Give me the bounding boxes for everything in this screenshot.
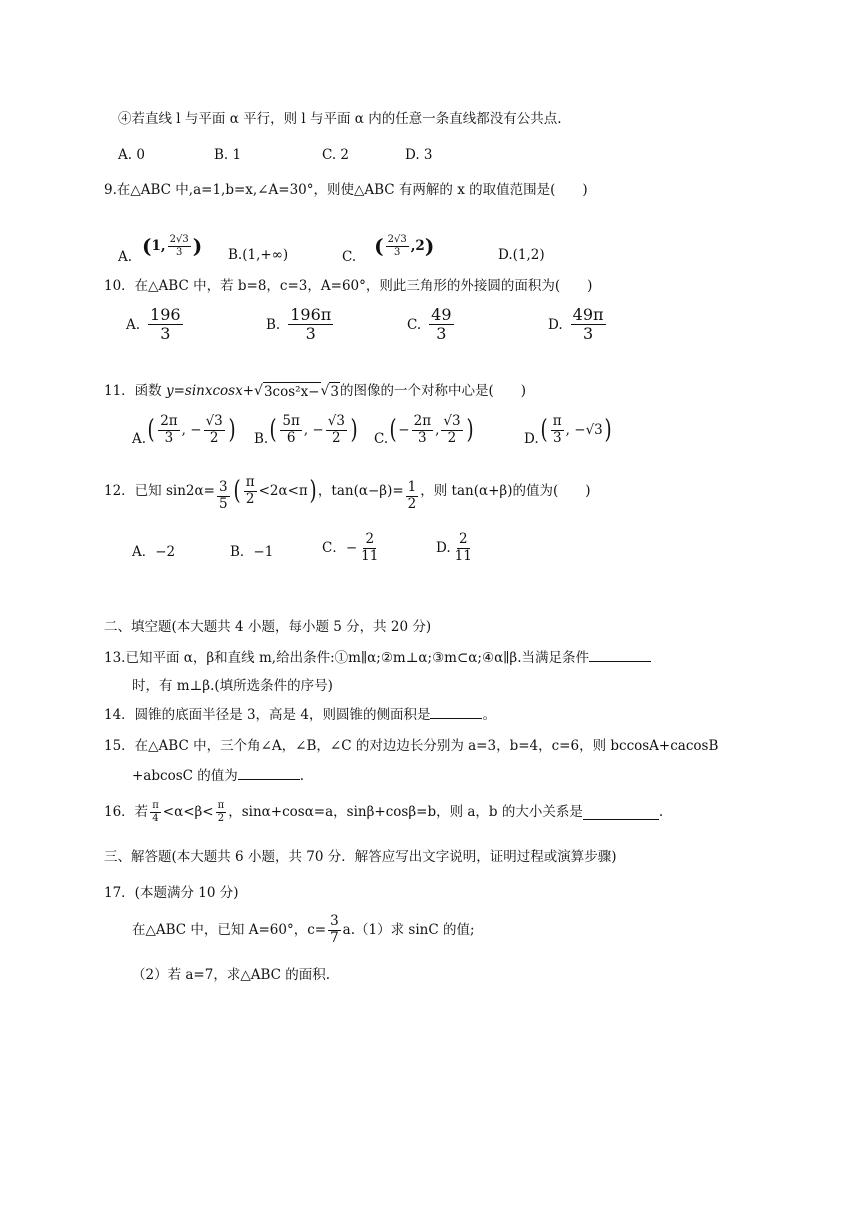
q13-line1 — [104, 649, 651, 667]
bracket: ( $\frac{\pi}{3}$ , −√3 ) — [540, 412, 612, 446]
q10-a-frac — [148, 306, 183, 344]
option-label: D. — [436, 540, 451, 557]
q16-frac2 — [216, 800, 227, 824]
q9-a-frac — [168, 234, 191, 258]
frac2 — [441, 414, 462, 446]
q9-a-left: 1, — [151, 238, 166, 254]
q13-blank — [589, 661, 651, 662]
numerator: 5π — [282, 412, 300, 429]
denominator: 6 — [286, 429, 296, 446]
q12-option-c — [322, 532, 382, 564]
stem-prefix: 12．已知 sin2α= — [104, 482, 215, 499]
paren-right: ) — [192, 234, 203, 258]
stem-suffix: ，则 tan(α+β)的值为( ) — [420, 482, 591, 499]
denominator: 11 — [361, 547, 379, 564]
q12-option-d — [436, 532, 476, 564]
numerator: 196 — [150, 305, 181, 324]
denominator: 3 — [175, 246, 183, 258]
option-label: C. — [407, 316, 422, 333]
q14-end: 。 — [482, 707, 496, 723]
radicand: 3cos²x− — [263, 384, 320, 400]
q11-option-b — [254, 412, 359, 448]
q17-text-pre: 在△ABC 中，已知 A=60°，c= — [132, 921, 327, 938]
stem-prefix: 11．函数 — [104, 383, 166, 399]
numerator: 2π — [413, 412, 432, 429]
numerator: 1 — [407, 479, 417, 495]
q10-option-a — [126, 306, 185, 344]
q15-blank — [238, 779, 300, 780]
numerator: 2 — [458, 531, 468, 547]
q11-option-d — [524, 412, 613, 448]
denominator: 5 — [218, 495, 228, 512]
q15-line2 — [132, 767, 304, 785]
option-label: D. — [524, 431, 539, 447]
q10-option-d — [548, 306, 608, 344]
denominator: 3 — [305, 324, 316, 344]
q14-text: 14．圆锥的底面半径是 3，高是 4，则圆锥的侧面积是 — [104, 707, 431, 723]
numerator: π — [245, 474, 255, 490]
statement-4: ④若直线 l 与平面 α 平行，则 l 与平面 α 内的任意一条直线都没有公共点. — [118, 111, 562, 127]
numerator: √3 — [205, 412, 223, 429]
q13-line2: 时，有 m⊥β.(填所选条件的序号) — [132, 678, 333, 694]
stem-mid: <α<β< — [162, 803, 214, 820]
q14-blank — [430, 718, 482, 719]
denominator: 2 — [407, 495, 417, 512]
frac1 — [280, 414, 301, 446]
denominator: 7 — [330, 929, 339, 946]
q16 — [104, 800, 663, 824]
denominator: 3 — [582, 324, 594, 344]
q15-text: +abcosC 的值为 — [132, 768, 238, 784]
denominator: 2 — [447, 429, 457, 446]
numerator: π — [552, 412, 562, 429]
radicand: 3 — [330, 384, 340, 400]
q9-stem: 9.在△ABC 中,a=1,b=x,∠A=30°，则使△ABC 有两解的 x 的取值范围是( ) — [104, 182, 588, 198]
option-label: C. — [374, 431, 389, 447]
q9-option-a — [118, 226, 202, 266]
separator: , — [435, 422, 440, 438]
numerator: 196π — [290, 305, 332, 324]
bracket: ( $\frac{2\pi}{3}$ , − $\frac{√3}{2}$ ) — [147, 412, 236, 446]
q11-option-a — [132, 412, 237, 448]
numerator: π — [217, 800, 225, 811]
numerator: √3 — [443, 412, 461, 429]
option-label: A. — [132, 431, 147, 447]
q8-option-b: B. 1 — [214, 147, 242, 163]
q10-d-frac — [571, 306, 606, 344]
denominator: 3 — [436, 324, 447, 344]
q10-b-frac — [288, 306, 333, 344]
stem-suffix: 的图像的一个对称中心是( ) — [340, 383, 527, 399]
paren-left: ( — [374, 234, 384, 258]
option-label: C．− — [322, 540, 358, 557]
cond-rest: <2α<π — [258, 482, 308, 499]
q9-option-d: D.(1,2) — [498, 247, 545, 263]
option-label: A. — [118, 249, 133, 265]
denominator: 2 — [245, 490, 255, 507]
q10-stem: 10．在△ABC 中，若 b=8，c=3，A=60°，则此三角形的外接圆的面积为( ) — [104, 278, 593, 294]
separator: , − — [181, 422, 202, 438]
numerator: 49 — [431, 305, 452, 324]
q9-c-right: ,2 — [410, 238, 425, 254]
numerator: 3 — [330, 913, 339, 929]
q14 — [104, 706, 496, 724]
paren-left: ( — [142, 234, 152, 258]
numerator: 2√3 — [387, 234, 407, 245]
option-label: D. — [548, 316, 563, 333]
denominator: 11 — [454, 547, 472, 564]
numerator: 2 — [365, 531, 375, 547]
q12-d-frac — [453, 532, 474, 564]
stem-func: y=sinxcosx+ — [165, 383, 255, 399]
separator: , −√3 — [565, 422, 603, 438]
denominator: 3 — [418, 429, 427, 446]
cond-frac — [244, 475, 257, 507]
q15-line1: 15．在△ABC 中，三个角∠A，∠B，∠C 的对边边长分别为 a=3，b=4，c=6，则 bccosA+cacosB — [104, 738, 719, 754]
option-label: B. — [266, 316, 281, 333]
q17-title: 17．(本题满分 10 分) — [104, 885, 239, 901]
q11-option-c — [374, 412, 475, 448]
numerator: √3 — [327, 412, 345, 429]
option-label: B. — [254, 431, 269, 447]
denominator: 2 — [209, 429, 219, 446]
frac1 — [551, 414, 564, 446]
q12-stem — [104, 470, 591, 512]
frac2 — [204, 414, 225, 446]
q9-option-b: B.(1,+∞) — [228, 247, 289, 263]
condition-bracket: ( $\frac{\pi}{2}$ <2α<π ) — [233, 474, 317, 507]
stem-mid: ，tan(α−β)= — [317, 482, 404, 499]
numerator: 2π — [160, 412, 178, 429]
q17-line2: （2）若 a=7，求△ABC 的面积. — [132, 967, 331, 983]
denominator: 3 — [393, 246, 401, 258]
frac2 — [326, 414, 347, 446]
q10-option-b — [266, 306, 335, 344]
option-label: A. — [126, 316, 141, 333]
denominator: 2 — [332, 429, 341, 446]
q16-blank — [583, 805, 659, 820]
q17-line1 — [132, 914, 475, 946]
numerator: 49π — [572, 305, 604, 324]
option-label: C. — [342, 249, 357, 265]
q12-frac — [217, 480, 230, 512]
q17-text-post: a.（1）求 sinC 的值; — [342, 921, 475, 938]
frac1 — [158, 414, 179, 446]
q17-frac — [328, 914, 341, 946]
q11-stem — [104, 382, 526, 401]
denominator: 3 — [552, 429, 562, 446]
stem-prefix: 16．若 — [104, 803, 149, 820]
q8-option-d: D. 3 — [405, 147, 433, 163]
denominator: 2 — [217, 812, 225, 824]
q15-end: . — [299, 768, 305, 784]
stem-rest: ，sinα+cosα=a，sinβ+cosβ=b，则 a，b 的大小关系是 — [228, 803, 583, 820]
bracket: ( − $\frac{2\pi}{3}$ , $\frac{√3}{2}$ ) — [389, 412, 474, 446]
section-3-heading: 三、解答题(本大题共 6 小题，共 70 分．解答应写出文字说明，证明过程或演算步骤) — [104, 849, 617, 865]
q13-text: 13.已知平面 α，β和直线 m,给出条件:①m∥α;②m⊥α;③m⊂α;④α∥β.当满足条件 — [104, 650, 590, 666]
minus: − — [398, 422, 410, 438]
q12-frac2 — [406, 480, 419, 512]
q10-option-c — [407, 306, 456, 344]
q12-option-a: A．−2 — [132, 544, 176, 560]
numerator: 2√3 — [169, 234, 189, 245]
frac1 — [412, 414, 433, 446]
denominator: 3 — [164, 429, 174, 446]
q9-option-c — [342, 226, 434, 266]
section-2-heading: 二、填空题(本大题共 4 小题，每小题 5 分，共 20 分) — [104, 619, 432, 635]
paren-right: ) — [424, 234, 435, 258]
sqrt-3b: √ 3 — [320, 383, 340, 400]
q16-frac1 — [150, 800, 161, 824]
q16-end: . — [658, 803, 664, 820]
q8-option-a: A. 0 — [118, 147, 145, 163]
q12-c-frac — [359, 532, 380, 564]
denominator: 3 — [160, 324, 171, 344]
q10-c-frac — [429, 306, 453, 344]
q9-c-frac — [386, 234, 409, 258]
separator: , − — [303, 422, 324, 438]
sqrt-3: √ 3cos²x− — [254, 383, 320, 400]
q12-option-b: B．−1 — [230, 544, 274, 560]
bracket: ( $\frac{5\pi}{6}$ , − $\frac{√3}{2}$ ) — [269, 412, 358, 446]
q8-option-c: C. 2 — [322, 147, 350, 163]
numerator: 3 — [218, 479, 228, 495]
denominator: 4 — [152, 812, 159, 824]
numerator: π — [152, 800, 159, 811]
